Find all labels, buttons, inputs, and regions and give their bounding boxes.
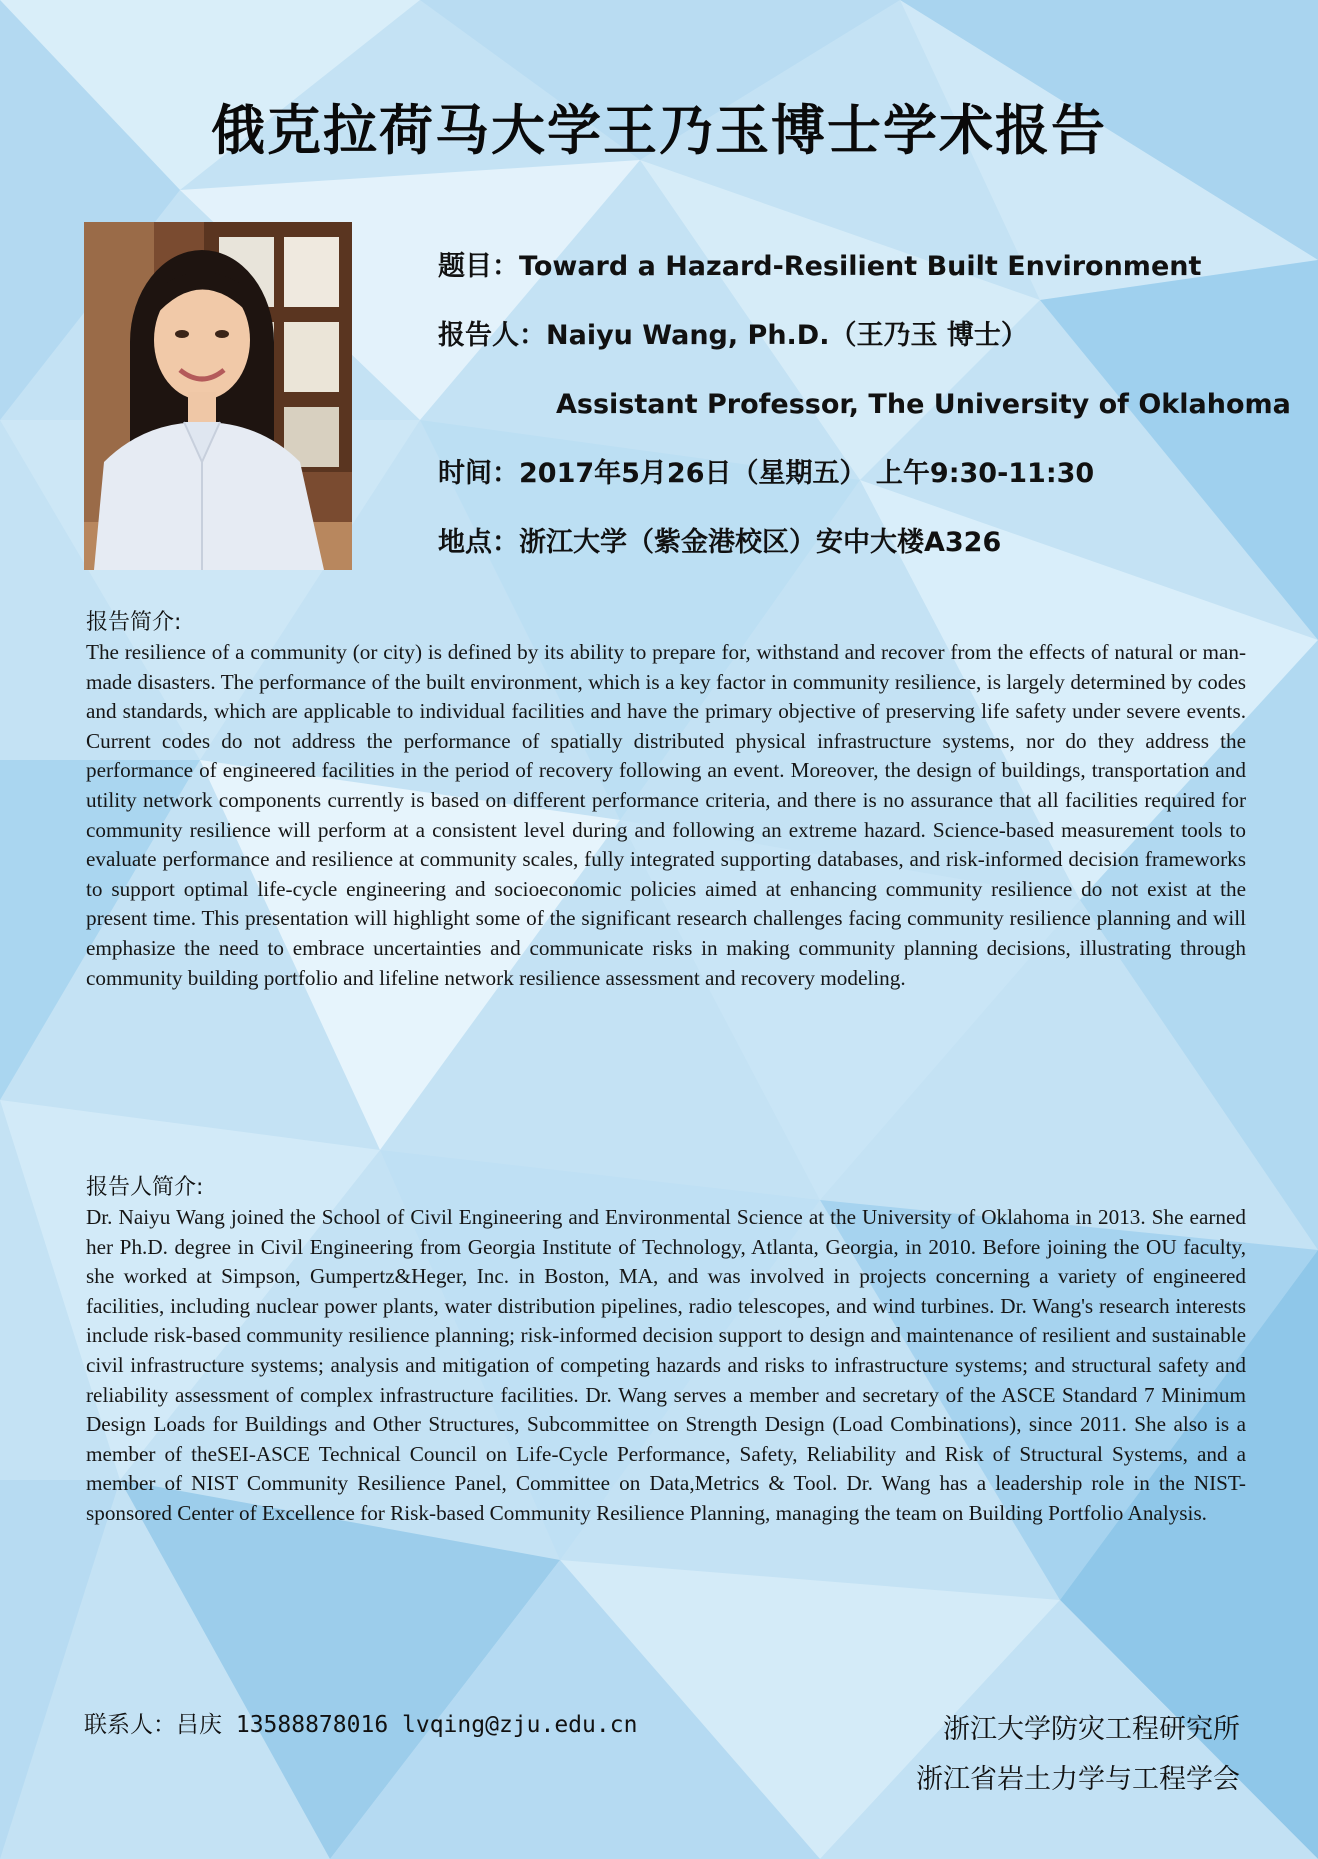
bio-heading: 报告人简介: [86,1175,204,1200]
talk-speaker: 报告人：Naiyu Wang, Ph.D.（王乃玉 博士） [438,320,1028,351]
bio-text: Dr. Naiyu Wang joined the School of Civil Engineering and Environmental Science at the University of Oklahoma in 2013. She earned her Ph.D. degree in Civil Engineering from Georgia Institute of Technology, Atlanta, Georgia, in 2010. Before joining the OU faculty, she worked at Simpson, Gumpertz&Heger, Inc. in Boston, MA, and was involved in projects concerning a variety of engineered facilities, including nuclear power plants, water distribution pipelines, radio telescopes, and wind turbines. Dr. Wang's research interests include risk-based community resilience planning; risk-informed decision support to design and maintenance of resilient and sustainable civil infrastructure systems; analysis and mitigation of competing hazards and risks to infrastructure systems; and structural safety and reliability assessment of complex infrastructure facilities. Dr. Wang serves a member and secretary of the ASCE Standard 7 Minimum Design Loads for Buildings and Other Structures, Subcommittee on Strength Design (Load Combinations), since 2011. She also is a member of theSEI-ASCE Technical Council on Life-Cycle Performance, Safety, Reliability and Risk of Structural Systems, and a member of NIST Community Resilience Panel, Committee on Data,Metrics & Tool. Dr. Wang has a leadership role in the NIST-sponsored Center of Excellence for Risk-based Community Resilience Planning, managing the team on Building Portfolio Analysis. [86,1205,1246,1525]
page-title: 俄克拉荷马大学王乃玉博士学术报告 [211,99,1107,162]
talk-info [438,250,1291,595]
speaker-portrait-image [84,222,352,570]
organizers [916,1705,1240,1805]
abstract-text: The resilience of a community (or city) is defined by its ability to prepare for, withstand and recover from the effects of natural or man-made disasters. The performance of the built environment, which is a key factor in community resilience, is largely determined by codes and standards, which are applicable to individual facilities and have the primary objective of preserving life safety under severe events. Current codes do not address the performance of spatially distributed physical infrastructure systems, nor do they address the performance of engineered facilities in the period of recovery following an event. Moreover, the design of buildings, transportation and utility network components currently is based on different performance criteria, and there is no assurance that all facilities required for community resilience will perform at a consistent level during and following an extreme hazard. Science-based measurement tools to evaluate performance and resilience at community scales, fully integrated supporting databases, and risk-informed decision frameworks to support optimal life-cycle engineering and socioeconomic policies aimed at enhancing community resilience do not exist at the present time. This presentation will highlight some of the significant research challenges facing community resilience planning and will emphasize the need to embrace uncertainties and communicate risks in making community planning decisions, illustrating through community building portfolio and lifeline network resilience assessment and recovery modeling. [86,640,1246,990]
bio-section [86,1173,1246,1529]
speaker-affiliation: Assistant Professor, The University of Oklahoma [556,389,1291,420]
organizer-line: 浙江大学防灾工程研究所 [943,1714,1240,1745]
talk-location: 地点：浙江大学（紫金港校区）安中大楼A326 [438,527,1002,558]
abstract-section [86,608,1246,993]
contact-info: 联系人：吕庆 13588878016 lvqing@zju.edu.cn [84,1712,638,1738]
organizer-line: 浙江省岩土力学与工程学会 [916,1764,1240,1795]
talk-time: 时间：2017年5月26日（星期五） 上午9:30-11:30 [438,458,1095,489]
speaker-photo [84,222,352,570]
talk-topic: 题目：Toward a Hazard-Resilient Built Environment [438,251,1202,282]
abstract-heading: 报告简介: [86,610,182,635]
